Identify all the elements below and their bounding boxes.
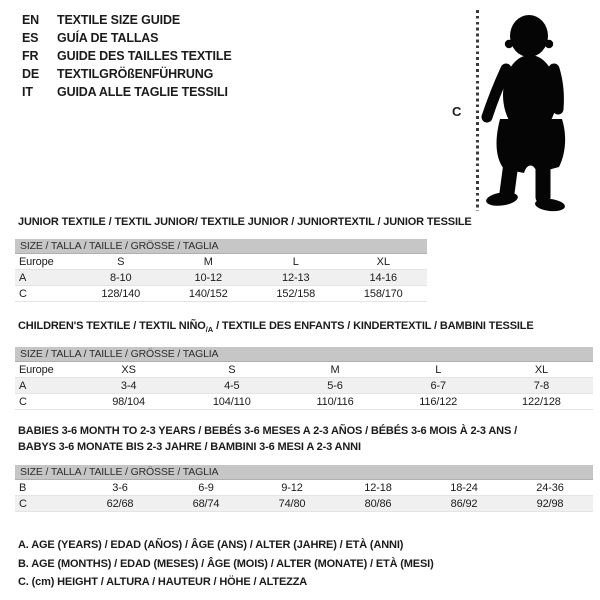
language-item	[22, 11, 232, 29]
table-cell: 4-5	[224, 379, 240, 392]
table-cell: 110/116	[316, 395, 354, 408]
language-code: IT	[22, 85, 33, 99]
table-row-height	[15, 496, 593, 512]
language-code: ES	[22, 31, 39, 45]
size-table-children	[15, 347, 593, 410]
language-code: FR	[22, 49, 39, 63]
table-cell: 6-7	[430, 379, 446, 392]
row-label: A	[19, 271, 27, 284]
section-title-children	[18, 320, 534, 334]
language-title: GUÍA DE TALLAS	[57, 31, 159, 45]
language-title: TEXTILGRÖßENFÜHRUNG	[57, 67, 214, 81]
language-list	[22, 11, 232, 101]
table-row-height	[15, 394, 593, 410]
table-cell: 92/98	[536, 497, 564, 510]
table-cell: 9-12	[281, 481, 303, 494]
language-code: EN	[22, 13, 40, 27]
legend-item-age-months: B. AGE (MONTHS) / EDAD (MESES) / ÂGE (MOIS) / ALTER (MONATE) / ETÀ (MESI)	[18, 557, 434, 570]
table-cell: XL	[376, 255, 390, 268]
table-cell: XS	[121, 363, 136, 376]
table-row-europe	[15, 254, 427, 270]
table-cell: 86/92	[450, 497, 478, 510]
table-cell: 7-8	[533, 379, 550, 392]
table-cell: 24-36	[536, 481, 564, 494]
table-cell: 116/122	[419, 395, 458, 408]
table-cell: 122/128	[522, 395, 561, 408]
section-title-line2: BABYS 3-6 MONATE BIS 2-3 JAHRE / BAMBINI 3-6 MESI A 2-3 ANNI	[18, 441, 361, 453]
row-label: C	[19, 287, 27, 300]
row-label: A	[19, 379, 27, 392]
table-cell: 12-18	[364, 481, 392, 494]
baby-figure	[440, 5, 600, 217]
row-label: Europe	[19, 255, 54, 268]
table-cell: M	[330, 363, 340, 376]
table-cell: 18-24	[450, 481, 478, 494]
table-cell: 128/140	[101, 287, 141, 300]
table-cell: 14-16	[369, 271, 397, 284]
table-row-height	[15, 286, 427, 302]
size-table-babies	[15, 465, 593, 512]
table-size-header: SIZE / TALLA / TAILLE / GRÖSSE / TAGLIA	[15, 465, 593, 480]
table-cell: 68/74	[192, 497, 220, 510]
table-size-header: SIZE / TALLA / TAILLE / GRÖSSE / TAGLIA	[15, 347, 593, 362]
table-row-months	[15, 480, 593, 496]
language-title: GUIDE DES TAILLES TEXTILE	[57, 49, 232, 63]
table-cell: XL	[534, 363, 548, 376]
section-title-babies	[18, 423, 517, 455]
baby-silhouette-icon	[480, 7, 595, 212]
table-cell: S	[117, 255, 125, 268]
row-label: C	[19, 497, 27, 510]
table-cell: 5-6	[327, 379, 343, 392]
table-cell: 62/68	[106, 497, 134, 510]
language-item	[22, 83, 232, 101]
row-label: C	[19, 395, 27, 408]
section-title-part: / TEXTILE DES ENFANTS / KINDERTEXTIL / BAMBINI TESSILE	[213, 320, 534, 332]
table-row-age	[15, 270, 427, 286]
legend-item-height: C. (cm) HEIGHT / ALTURA / HAUTEUR / HÖHE / ALTEZZA	[18, 576, 308, 588]
table-cell: 152/158	[276, 287, 316, 300]
language-title: GUIDA ALLE TAGLIE TESSILI	[57, 85, 228, 99]
table-cell: M	[203, 255, 213, 268]
language-item	[22, 29, 232, 47]
table-cell: 140/152	[188, 287, 228, 300]
table-size-header: SIZE / TALLA / TAILLE / GRÖSSE / TAGLIA	[15, 239, 427, 254]
table-cell: L	[292, 255, 299, 268]
row-label: B	[19, 481, 27, 494]
table-cell: L	[435, 363, 442, 376]
table-cell: 3-6	[112, 481, 128, 494]
table-cell: 74/80	[278, 497, 306, 510]
table-cell: 158/170	[363, 287, 403, 300]
section-title-junior: JUNIOR TEXTILE / TEXTIL JUNIOR/ TEXTILE JUNIOR / JUNIORTEXTIL / JUNIOR TESSILE	[18, 216, 472, 228]
section-title-line1: BABIES 3-6 MONTH TO 2-3 YEARS / BEBÉS 3-6 MESES A 2-3 AÑOS / BÉBÉS 3-6 MOIS À 2-3 ANS /	[18, 425, 517, 437]
legend	[18, 536, 434, 592]
section-title-subscript: /A	[205, 325, 214, 335]
table-cell: 12-13	[282, 271, 310, 284]
height-label: C	[452, 104, 462, 119]
height-measure-dotted-line	[476, 10, 479, 211]
table-cell: 80/86	[364, 497, 392, 510]
table-cell: 10-12	[194, 271, 222, 284]
language-title: TEXTILE SIZE GUIDE	[57, 13, 181, 27]
section-title-part: CHILDREN'S TEXTILE / TEXTIL NIÑO	[18, 320, 206, 332]
table-cell: 98/104	[112, 395, 145, 408]
table-row-age	[15, 378, 593, 394]
table-cell: 104/110	[212, 395, 251, 408]
table-cell: 6-9	[198, 481, 214, 494]
language-item	[22, 47, 232, 65]
row-label: Europe	[19, 363, 54, 376]
size-table-junior	[15, 239, 427, 302]
language-code: DE	[22, 67, 40, 81]
table-cell: 8-10	[110, 271, 132, 284]
legend-item-age-years: A. AGE (YEARS) / EDAD (AÑOS) / ÂGE (ANS) / ALTER (JAHRE) / ETÀ (ANNI)	[18, 539, 404, 551]
table-cell: 3-4	[120, 379, 137, 392]
language-item	[22, 65, 232, 83]
table-cell: S	[228, 363, 236, 376]
table-row-europe	[15, 362, 593, 378]
